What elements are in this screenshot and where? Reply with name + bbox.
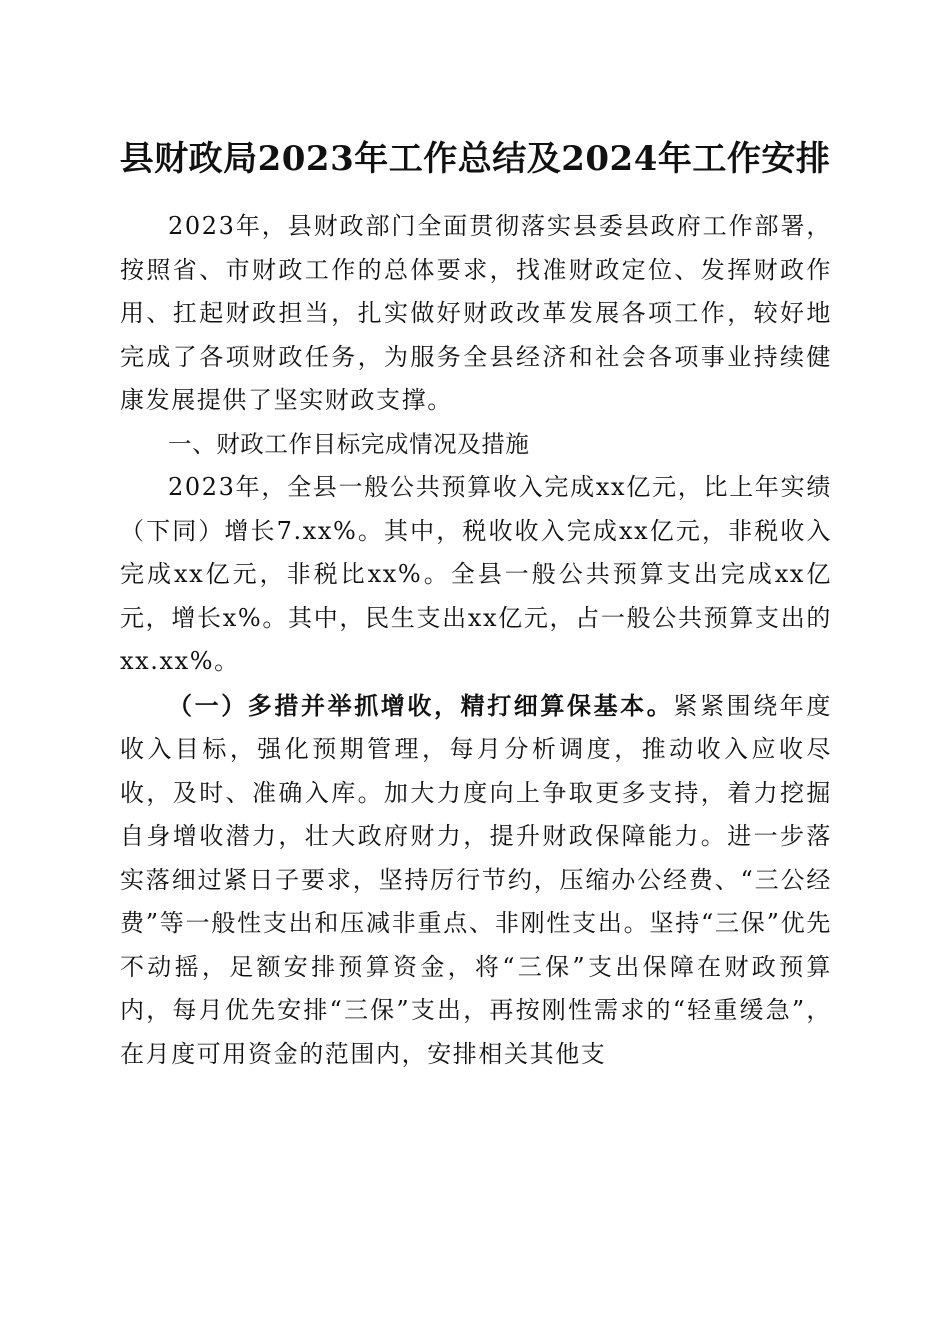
intro-paragraph: 2023年，县财政部门全面贯彻落实县委县政府工作部署，按照省、市财政工作的总体要求，找准财政定位、发挥财政作用、扛起财政担当，扎实做好财政改革发展各项工作，较好地完成了各项财政任务，为服务全县经济和社会各项事业持续健康发展提供了坚实财政支撑。: [120, 212, 832, 414]
section-heading: 一、财政工作目标完成情况及措施: [168, 429, 530, 458]
document-body: [120, 205, 832, 1076]
subsection-text: 紧紧围绕年度收入目标，强化预期管理，每月分析调度，推动收入应收尽收，及时、准确入库。加大力度向上争取更多支持，着力挖掘自身增收潜力，壮大政府财力，提升财政保障能力。进一步落实落细过紧日子要求，坚持厉行节约，压缩办公经费、“三公经费”等一般性支出和压减非重点、非刚性支出。坚持“三保”优先不动摇，足额安排预算资金，将“三保”支出保障在财政预算内，每月优先安排“三保”支出，再按刚性需求的“轻重缓急”，在月度可用资金的范围内，安排相关其他支: [120, 691, 832, 1068]
subsection-lead: （一）多措并举抓增收，精打细算保基本。: [168, 690, 674, 720]
summary-paragraph: 2023年，全县一般公共预算收入完成xx亿元，比上年实绩（下同）增长7.xx%。其中，税收收入完成xx亿元，非税收入完成xx亿元，非税比xx%。全县一般公共预算支出完成xx亿元，增长x%。其中，民生支出xx亿元，占一般公共预算支出的xx.xx%。: [120, 473, 832, 675]
subsection-paragraph: [120, 684, 832, 1077]
document-title: 县财政局2023年工作总结及2024年工作安排: [119, 139, 831, 179]
